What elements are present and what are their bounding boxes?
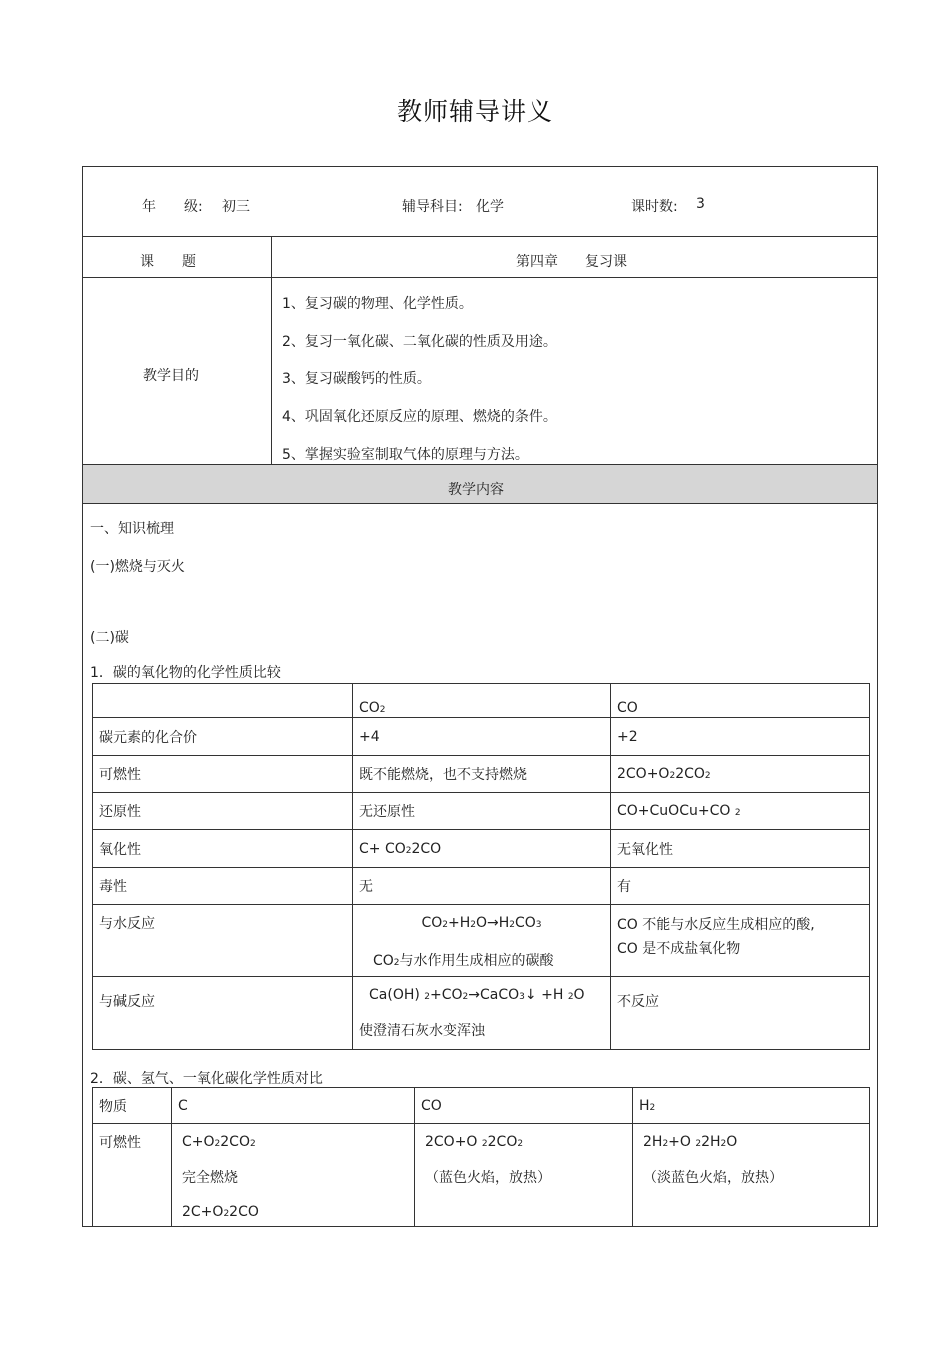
section-subtitle: (二)碳 (90, 630, 129, 646)
table-row (93, 718, 870, 756)
grade-label: 年 级: (142, 199, 203, 215)
objective-item: 4、巩固氧化还原反应的原理、燃烧的条件。 (282, 409, 557, 425)
row-label: 碳元素的化合价 (93, 718, 353, 756)
divider (82, 464, 878, 465)
table-row (93, 756, 870, 793)
comparison-table (92, 1087, 870, 1227)
table-cell: 无 (353, 868, 611, 905)
table-row (93, 684, 870, 718)
row-label: 毒性 (93, 868, 353, 905)
divider (82, 1226, 878, 1227)
table-title: 2．碳、氢气、一氧化碳化学性质对比 (90, 1071, 323, 1087)
table-cell: 有 (611, 868, 870, 905)
table-cell: Ca(OH) 2+CO2→CaCO3↓ +H 2O 使澄清石灰水变浑浊 (353, 977, 611, 1050)
objectives-label: 教学目的 (143, 368, 199, 384)
row-label: 还原性 (93, 793, 353, 830)
section-title: 一、知识梳理 (90, 521, 174, 537)
table-cell: 无还原性 (353, 793, 611, 830)
divider (82, 503, 878, 504)
carbon-oxides-table (92, 683, 870, 1050)
table-cell: 无氧化性 (611, 830, 870, 868)
row-label: 可燃性 (93, 1124, 172, 1227)
table-cell: CO 不能与水反应生成相应的酸, CO 是不成盐氧化物 (611, 905, 870, 977)
table-cell: C+ CO22CO (353, 830, 611, 868)
table-header-label: 物质 (93, 1088, 172, 1124)
table-cell: +4 (353, 718, 611, 756)
table-cell: 2H2+O 22H2O （淡蓝色火焰，放热） (633, 1124, 870, 1227)
table-cell: 既不能燃烧，也不支持燃烧 (353, 756, 611, 793)
table-row (93, 868, 870, 905)
table-row (93, 1124, 870, 1227)
table-cell: +2 (611, 718, 870, 756)
objective-item: 1、复习碳的物理、化学性质。 (282, 296, 473, 312)
topic-chapter: 第四章 (516, 254, 558, 270)
table-header-h2: H2 (633, 1088, 870, 1124)
hours-value: 3 (696, 196, 705, 212)
table-cell: CO2+H2O→H2CO3 CO2与水作用生成相应的碳酸 (353, 905, 611, 977)
divider (82, 277, 878, 278)
table-header-co: CO (611, 684, 870, 718)
divider (82, 236, 878, 237)
table-row (93, 977, 870, 1050)
row-label: 与碱反应 (93, 977, 353, 1050)
table-row (93, 793, 870, 830)
hours-label: 课时数: (631, 199, 678, 215)
row-label: 与水反应 (93, 905, 353, 977)
table-cell: CO+CuOCu+CO 2 (611, 793, 870, 830)
section-subtitle: (一)燃烧与灭火 (90, 559, 185, 575)
row-label: 氧化性 (93, 830, 353, 868)
subject-value: 化学 (476, 199, 504, 215)
table-cell: 不反应 (611, 977, 870, 1050)
table-row (93, 1088, 870, 1124)
table-cell: 2CO+O22CO2 (611, 756, 870, 793)
table-header-co: CO (415, 1088, 633, 1124)
objective-item: 3、复习碳酸钙的性质。 (282, 371, 431, 387)
divider (271, 236, 272, 464)
table-header-c: C (172, 1088, 415, 1124)
table-row (93, 905, 870, 977)
table-cell: C+O22CO2 完全燃烧 2C+O22CO (172, 1124, 415, 1227)
objective-item: 2、复习一氧化碳、二氧化碳的性质及用途。 (282, 334, 557, 350)
row-label: 可燃性 (93, 756, 353, 793)
objective-item: 5、掌握实验室制取气体的原理与方法。 (282, 447, 529, 463)
table-row (93, 830, 870, 868)
subject-label: 辅导科目: (402, 199, 463, 215)
table-title: 1．碳的氧化物的化学性质比较 (90, 665, 281, 681)
table-header-co2: CO2 (353, 684, 611, 718)
table-cell: 2CO+O 22CO2 （蓝色火焰，放热） (415, 1124, 633, 1227)
topic-label: 课 题 (140, 254, 196, 270)
topic-course: 复习课 (585, 254, 627, 270)
grade-value: 初三 (222, 199, 250, 215)
page-title: 教师辅导讲义 (396, 97, 553, 126)
table-cell (93, 684, 353, 718)
content-header: 教学内容 (448, 482, 504, 498)
